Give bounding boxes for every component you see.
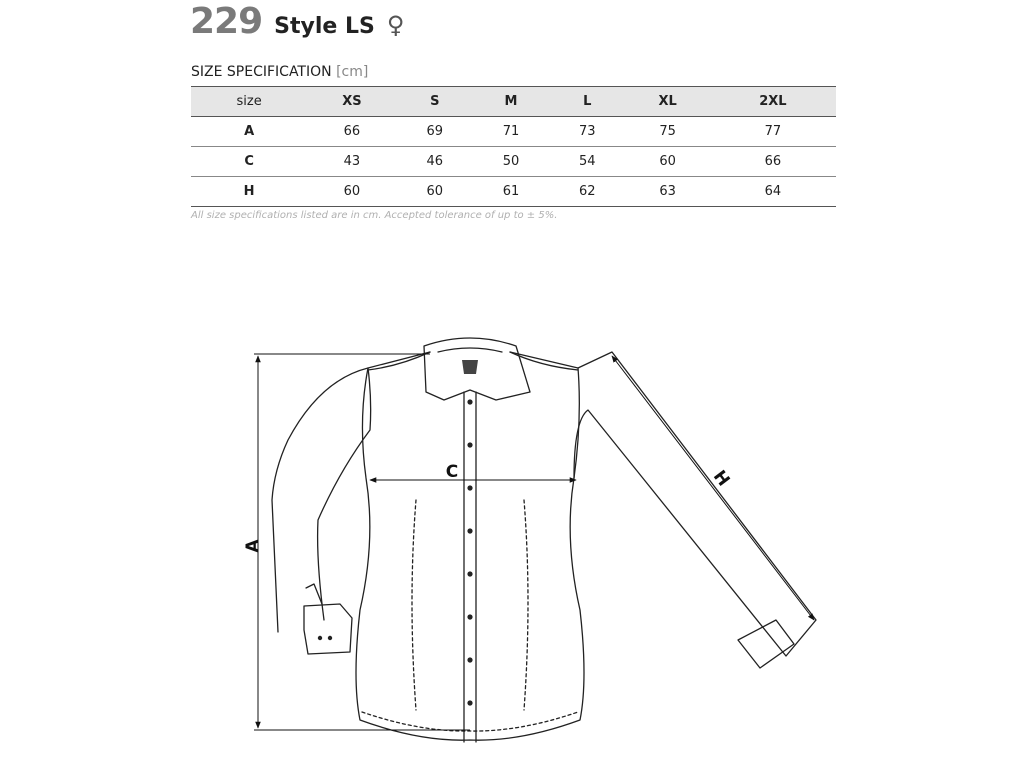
brand-tag-icon bbox=[462, 360, 478, 374]
table-cell: 75 bbox=[625, 117, 709, 147]
table-cell: 71 bbox=[473, 117, 549, 147]
product-code: 229 bbox=[190, 1, 263, 42]
column-header: XL bbox=[625, 87, 709, 117]
table-cell: 50 bbox=[473, 147, 549, 177]
table-cell: 66 bbox=[307, 117, 396, 147]
column-header: XS bbox=[307, 87, 396, 117]
tolerance-note: All size specifications listed are in cm. Accepted tolerance of up to ± 5%. bbox=[191, 210, 558, 221]
right-cuff bbox=[738, 620, 794, 668]
table-cell: 54 bbox=[549, 147, 625, 177]
table-cell: 64 bbox=[710, 177, 836, 207]
buttons bbox=[318, 399, 473, 705]
button-dot bbox=[318, 636, 322, 640]
table-cell: 62 bbox=[549, 177, 625, 207]
left-sleeve-outline bbox=[272, 368, 371, 632]
hem-stitch bbox=[362, 712, 578, 731]
row-label: C bbox=[191, 147, 307, 177]
table-cell: 77 bbox=[710, 117, 836, 147]
right-dart bbox=[524, 500, 528, 710]
table-cell: 60 bbox=[397, 177, 473, 207]
dimension-label-sleeve: H bbox=[708, 466, 734, 491]
column-header: 2XL bbox=[710, 87, 836, 117]
table-cell: 66 bbox=[710, 147, 836, 177]
button-dot bbox=[467, 614, 472, 619]
table-cell: 73 bbox=[549, 117, 625, 147]
table-cell: 60 bbox=[625, 147, 709, 177]
column-header: size bbox=[191, 87, 307, 117]
button-dot bbox=[467, 528, 472, 533]
button-dot bbox=[328, 636, 332, 640]
dimension-label-chest: C bbox=[445, 462, 459, 482]
table-cell: 69 bbox=[397, 117, 473, 147]
collar bbox=[424, 338, 530, 400]
left-dart bbox=[412, 500, 416, 710]
button-dot bbox=[467, 485, 472, 490]
female-symbol-icon: ♀ bbox=[386, 11, 405, 39]
dimension-label-length: A bbox=[243, 539, 263, 553]
table-cell: 60 bbox=[307, 177, 396, 207]
button-dot bbox=[467, 657, 472, 662]
table-cell: 63 bbox=[625, 177, 709, 207]
button-dot bbox=[467, 399, 472, 404]
right-sleeve-outline bbox=[574, 352, 816, 656]
column-header: M bbox=[473, 87, 549, 117]
table-cell: 61 bbox=[473, 177, 549, 207]
row-label: H bbox=[191, 177, 307, 207]
left-cuff bbox=[304, 604, 352, 654]
button-dot bbox=[467, 700, 472, 705]
button-dot bbox=[467, 442, 472, 447]
button-dot bbox=[467, 571, 472, 576]
spec-unit: [cm] bbox=[336, 64, 369, 80]
row-label: A bbox=[191, 117, 307, 147]
shirt-body-outline bbox=[356, 352, 584, 740]
product-style-name: Style LS bbox=[274, 14, 375, 39]
table-cell: 46 bbox=[397, 147, 473, 177]
collar-band bbox=[438, 348, 502, 352]
column-header: L bbox=[549, 87, 625, 117]
spec-title-text: SIZE SPECIFICATION bbox=[191, 64, 332, 80]
table-cell: 43 bbox=[307, 147, 396, 177]
column-header: S bbox=[397, 87, 473, 117]
dimension-line-sleeve bbox=[612, 356, 814, 620]
